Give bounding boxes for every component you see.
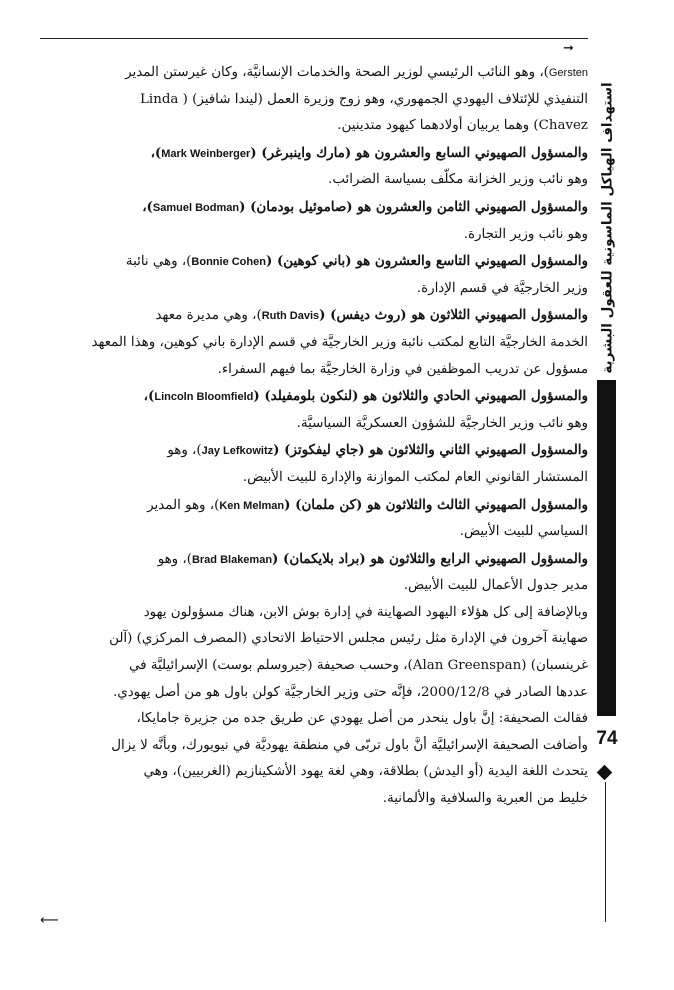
- body-line: وزير الخارجيَّة في قسم الإدارة.: [416, 280, 588, 296]
- running-title-text: استهداف الهياكل الماسونية للعقول البشرية: [600, 81, 616, 374]
- body-line: مسؤول عن تدريب الموظفين في وزارة الخارجيَّة بما فيهم السفراء.: [217, 361, 588, 377]
- body-line: المستشار القانوني العام لمكتب الموازنة والإدارة للبيت الأبيض.: [242, 469, 588, 485]
- body-line: وأضافت الصحيفة الإسرائيليَّة أنَّ باول تربّى في منطقة يهوديَّة في نيويورك، وبأنَّه لا يزال: [111, 737, 588, 753]
- body-line: التنفيذي للإئتلاف اليهودي الجمهوري، وهو زوج وزيرة العمل (ليندا شافيز) ( Linda: [140, 91, 588, 107]
- body-line: فقالت الصحيفة: إنَّ باول ينحدر من أصل يهودي عن طريق جده من جزيرة جامايكا،: [136, 711, 588, 727]
- page-number: 74: [596, 728, 618, 749]
- body-line: [40, 60, 588, 87]
- body-line: مدير جدول الأعمال للبيت الأبيض.: [403, 578, 588, 594]
- body-line: [40, 302, 588, 330]
- body-line: وهو نائب وزير الخارجيَّة للشؤون العسكريَّة السياسيَّة.: [296, 415, 588, 431]
- body-line: الخدمة الخارجيَّة التابع لمكتب نائبة وزير الخارجيَّة في قسم الإدارة باني كوهين، وهذا المعهد: [91, 334, 588, 350]
- line-tail: )، وهي مديرة معهد: [155, 308, 262, 324]
- body-line: [40, 248, 588, 276]
- body-line: [40, 140, 588, 168]
- body-line: غرينسبان) (Alan Greenspan)، وحسب صحيفة (جيروسلم بوست) الإسرائيليَّة في: [128, 658, 588, 674]
- line-text: والمسؤول الصهيوني الثالث والثلاثون هو (كن ملمان) (: [284, 496, 588, 513]
- body-line: وبالإضافة إلى كل هؤلاء اليهود الصهاينة في إدارة بوش الابن، هناك مسؤولون يهود: [143, 604, 588, 620]
- line-text: والمسؤول الصهيوني التاسع والعشرون هو (باني كوهين) (: [265, 253, 588, 270]
- body-line: صهاينة آخرون في الإدارة مثل رئيس مجلس الاحتياط الاتحادي (المصرف المركزي) (آلن: [109, 631, 588, 647]
- latin-name: Lincoln Bloomfield: [154, 391, 254, 404]
- line-text: والمسؤول الصهيوني الثلاثون هو (روث ديفس) (: [319, 307, 588, 324]
- line-text: والمسؤول الصهيوني الرابع والثلاثون هو (براد بلايكمان) (: [272, 550, 588, 567]
- arrow-left-icon: ⟵: [40, 913, 59, 928]
- line-text: والمسؤول الصهيوني الحادي والثلاثون هو (لنكون بلومفيلد) (: [253, 388, 588, 405]
- page-body: [40, 60, 588, 813]
- line-tail: )، وهي نائبة: [125, 254, 192, 270]
- line-text: والمسؤول الصهيوني الثامن والعشرون هو (صاموئيل بودمان) (: [239, 198, 588, 215]
- latin-name: Jay Lefkowitz: [201, 445, 274, 458]
- line-text: والمسؤول الصهيوني السابع والعشرون هو (مارك واينبرغر) (: [250, 144, 588, 161]
- latin-name: Mark Weinberger: [161, 147, 251, 160]
- side-rule: [605, 782, 606, 922]
- body-line: السياسي للبيت الأبيض.: [459, 524, 588, 540]
- body-line: وهو نائب وزير الخزانة مكلّف بسياسة الضرائب.: [328, 172, 588, 188]
- body-line: وهو نائب وزير التجارة.: [463, 226, 588, 242]
- line-text: والمسؤول الصهيوني الثاني والثلاثون هو (جاي ليفكوتز) (: [273, 442, 588, 459]
- line-tail: )، وهو المدير: [147, 497, 220, 513]
- body-line: Chavez) وهما يربيان أولادهما كيهود متدينين.: [337, 118, 588, 134]
- line-tail: )،: [142, 198, 153, 215]
- body-line: عددها الصادر في 2000/12/8، فإنَّه حتى وزير الخارجيَّة كولن باول هو من أصل يهودي.: [112, 684, 588, 700]
- latin-name: Brad Blakeman: [191, 553, 273, 566]
- side-bar: [597, 380, 616, 716]
- line-tail: )، وهو: [167, 443, 202, 459]
- latin-name: Bonnie Cohen: [191, 256, 266, 269]
- line-tail: )،: [143, 388, 155, 405]
- body-line: خليط من العبرية والسلافية والألمانية.: [382, 791, 588, 807]
- body-line: [40, 492, 588, 520]
- body-line: [40, 546, 588, 574]
- arrow-right-icon: ➞: [563, 41, 574, 56]
- running-title: [593, 80, 623, 375]
- body-line: [40, 437, 588, 465]
- latin-name: Gersten: [548, 67, 588, 79]
- latin-name: Ken Melman: [219, 499, 285, 512]
- line-text: )، وهو النائب الرئيسي لوزير الصحة والخدمات الإنسانيَّة، وكان غيرستن المدير: [125, 65, 549, 80]
- body-line: يتحدث اللغة اليدية (أو اليدش) بطلاقة، وهي لغة يهود الأشكينازيم (الغربيين)، وهي: [143, 764, 588, 780]
- line-tail: )، وهو: [157, 551, 192, 567]
- latin-name: Ruth Davis: [261, 310, 320, 323]
- top-rule: [40, 38, 588, 39]
- body-line: [40, 194, 588, 222]
- body-line: [40, 383, 588, 411]
- latin-name: Samuel Bodman: [152, 201, 240, 214]
- diamond-icon: [597, 765, 613, 781]
- line-tail: )،: [150, 144, 162, 161]
